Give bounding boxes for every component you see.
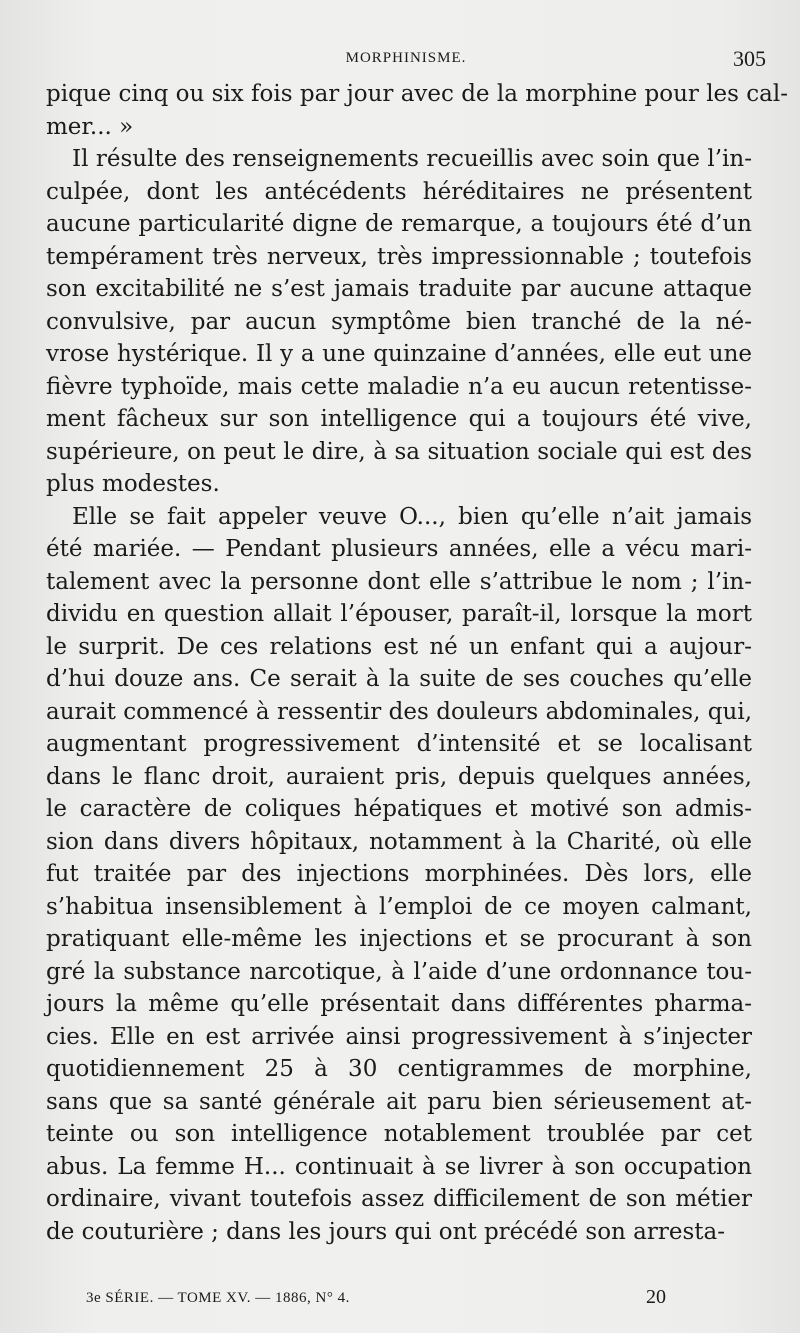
text-line: Il résulte des renseignements recueillis avec soin que l’in- bbox=[72, 146, 752, 172]
running-head: MORPHINISME. bbox=[345, 50, 467, 66]
text-line: été mariée. — Pendant plusieurs années, elle a vécu mari- bbox=[46, 536, 752, 562]
text-line: fut traitée par des injections morphinées. Dès lors, elle bbox=[46, 861, 752, 887]
text-line: gré la substance narcotique, à l’aide d’une ordonnance tou- bbox=[46, 958, 752, 985]
text-line: le surprit. De ces relations est né un enfant qui a aujour- bbox=[46, 633, 752, 660]
text-line: fièvre typhoïde, mais cette maladie n’a eu aucun retentisse- bbox=[46, 373, 752, 400]
page-footer bbox=[86, 1284, 666, 1314]
page-number: 305 bbox=[733, 46, 766, 71]
text-line: tempérament très nerveux, très impressionnable ; toutefois bbox=[46, 243, 752, 270]
text-line: Elle se fait appeler veuve O..., bien qu’elle n’ait jamais bbox=[72, 503, 752, 530]
text-line: jours la même qu’elle présentait dans différentes pharma- bbox=[46, 991, 752, 1017]
text-line: dans le flanc droit, auraient pris, depuis quelques années, bbox=[46, 763, 752, 790]
text-line: s’habitua insensiblement à l’emploi de ce moyen calmant, bbox=[46, 893, 752, 920]
page-header bbox=[46, 46, 766, 76]
text-line: quotidiennement 25 à 30 centigrammes de morphine, bbox=[46, 1056, 752, 1082]
text-line: d’hui douze ans. Ce serait à la suite de ses couches qu’elle bbox=[46, 666, 752, 692]
text-line: teinte ou son intelligence notablement troublée par cet bbox=[46, 1121, 752, 1147]
text-line: talement avec la personne dont elle s’attribue le nom ; l’in- bbox=[46, 568, 752, 595]
text-line: ordinaire, vivant toutefois assez difficilement de son métier bbox=[46, 1186, 752, 1212]
text-line: mer... » bbox=[46, 113, 134, 140]
text-line: sans que sa santé générale ait paru bien sérieusement at- bbox=[46, 1088, 752, 1115]
text-line: culpée, dont les antécédents héréditaires ne présentent bbox=[46, 178, 752, 205]
text-line: convulsive, par aucun symptôme bien tranché de la né- bbox=[46, 308, 752, 335]
footer-series-info: 3e SÉRIE. — TOME XV. — 1886, N° 4. bbox=[86, 1290, 350, 1306]
text-line: pique cinq ou six fois par jour avec de la morphine pour les cal- bbox=[46, 81, 789, 107]
text-line: pratiquant elle-même les injections et se procurant à son bbox=[46, 926, 752, 952]
text-line: augmentant progressivement d’intensité et se localisant bbox=[46, 731, 752, 757]
text-line: dividu en question allait l’épouser, paraît-il, lorsque la mort bbox=[46, 601, 752, 627]
text-line: cies. Elle en est arrivée ainsi progressivement à s’injecter bbox=[46, 1023, 752, 1050]
body-text bbox=[46, 78, 789, 1248]
text-line: son excitabilité ne s’est jamais traduite par aucune attaque bbox=[46, 276, 752, 302]
text-line: aucune particularité digne de remarque, a toujours été d’un bbox=[46, 211, 752, 237]
text-line: plus modestes. bbox=[46, 471, 220, 497]
text-line: ment fâcheux sur son intelligence qui a toujours été vive, bbox=[46, 406, 752, 432]
footer-signature-mark: 20 bbox=[646, 1286, 666, 1308]
text-line: de couturière ; dans les jours qui ont précédé son arresta- bbox=[46, 1218, 726, 1245]
text-line: aurait commencé à ressentir des douleurs abdominales, qui, bbox=[46, 698, 752, 725]
text-line: vrose hystérique. Il y a une quinzaine d’années, elle eut une bbox=[46, 341, 752, 367]
text-line: abus. La femme H... continuait à se livrer à son occupation bbox=[46, 1153, 752, 1180]
text-line: le caractère de coliques hépatiques et motivé son admis- bbox=[46, 796, 752, 822]
text-line: supérieure, on peut le dire, à sa situation sociale qui est des bbox=[46, 438, 752, 465]
text-line: sion dans divers hôpitaux, notamment à la Charité, où elle bbox=[46, 828, 752, 855]
